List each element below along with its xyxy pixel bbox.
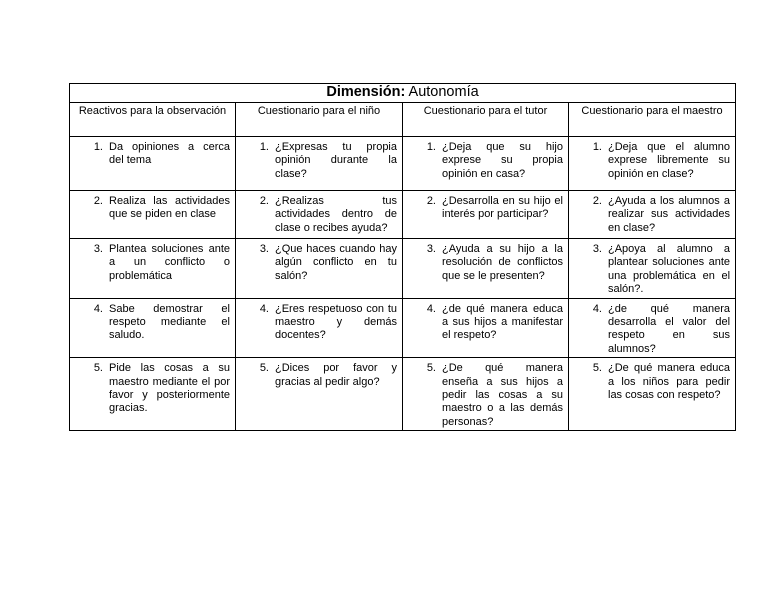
item-number: 1. [592,141,602,153]
table-row [70,239,736,299]
item-number: 4. [93,302,103,315]
item-number: 1. [259,141,269,153]
list-item [575,362,730,402]
item-number: 4. [426,302,436,315]
list-item [575,303,730,357]
dimension-table [69,83,736,431]
item-text: ¿Ayuda a su hijo a la resolución de conflictos que se le presenten? [442,243,563,282]
item-text: ¿De qué manera educa a los niños para pedir las cosas con respeto? [608,362,731,402]
list-item [242,243,397,283]
list-item [575,195,730,235]
list-item [409,243,563,283]
list-item [409,195,563,222]
list-item [242,303,397,343]
table-cell [569,358,736,431]
title-row [70,84,736,103]
item-number: 5. [426,362,436,375]
item-text: Pide las cosas a su maestro mediante el por favor y posteriormente gracias. [109,362,230,415]
item-number: 3. [93,243,103,255]
list-item [409,141,563,181]
table-cell [70,137,236,191]
list-item [575,243,730,297]
item-text: ¿de qué manera educa a sus hijos a manifestar el respeto? [442,302,563,342]
table-cell [70,358,236,431]
column-header: Cuestionario para el tutor [403,103,569,137]
column-header: Cuestionario para el maestro [569,103,736,137]
table-cell [70,191,236,239]
item-number: 2. [93,195,103,207]
table-cell [403,358,569,431]
item-text: ¿Desarrolla en su hijo el interés por participar? [442,195,563,221]
list-item [242,362,397,389]
item-text: Sabe demostrar el respeto mediante el saludo. [109,302,230,342]
item-text: ¿Deja que su hijo exprese su propia opinión en casa? [442,141,563,180]
item-text: Realiza las actividades que se piden en clase [109,195,230,221]
list-item [76,195,230,222]
list-item [76,362,230,416]
table-cell [569,191,736,239]
list-item [575,141,730,181]
item-text: ¿Eres respetuoso con tu maestro y demás docentes? [275,302,397,342]
list-item [409,303,563,343]
item-text: ¿De qué manera enseña a sus hijos a pedir las cosas a su maestro o a las demás personas? [442,362,563,428]
item-text: ¿Expresas tu propia opinión durante la clase? [275,141,397,180]
table-cell [236,298,403,358]
table-cell [236,239,403,299]
item-text: ¿Que haces cuando hay algún conflicto en tu salón? [275,243,397,282]
item-number: 3. [592,243,602,255]
list-item [242,141,397,181]
item-number: 2. [426,195,436,207]
title-value: Autonomía [408,84,479,100]
item-number: 3. [426,243,436,255]
item-number: 5. [592,362,602,375]
item-text: ¿Deja que el alumno exprese libremente su opinión en clase? [608,141,731,180]
list-item [76,243,230,283]
list-item [242,195,397,235]
item-number: 4. [592,302,602,315]
column-header: Cuestionario para el niño [236,103,403,137]
item-text: ¿Realizas tus actividades dentro de clase o recibes ayuda? [275,195,397,234]
title-label: Dimensión: [326,84,406,100]
table-row [70,191,736,239]
item-text: ¿Apoya al alumno a plantear soluciones ante una problemática en el salón?. [608,243,731,296]
table-cell [403,298,569,358]
item-number: 2. [259,195,269,207]
table-cell [236,358,403,431]
item-text: Da opiniones a cerca del tema [109,141,230,167]
table-cell [569,239,736,299]
item-text: ¿Ayuda a los alumnos a realizar sus actividades en clase? [608,195,731,234]
item-number: 5. [93,362,103,375]
table-cell [236,191,403,239]
table-cell [403,191,569,239]
item-text: ¿Dices por favor y gracias al pedir algo? [275,362,397,388]
table-cell [569,298,736,358]
item-number: 2. [592,195,602,207]
list-item [76,141,230,168]
table-cell [236,137,403,191]
table-cell [403,239,569,299]
item-text: ¿de qué manera desarrolla el valor del respeto en sus alumnos? [608,302,731,355]
column-header: Reactivos para la observación [70,103,236,137]
list-item [76,303,230,343]
item-number: 1. [426,141,436,153]
item-text: Plantea soluciones ante a un conflicto o problemática [109,243,230,282]
table-cell [403,137,569,191]
item-number: 3. [259,243,269,255]
table-row [70,137,736,191]
item-number: 4. [259,302,269,315]
table-row [70,358,736,431]
table-title [70,84,736,103]
list-item [409,362,563,429]
table-row [70,298,736,358]
table-cell [569,137,736,191]
table-cell [70,298,236,358]
table-cell [70,239,236,299]
header-row [70,103,736,137]
item-number: 1. [93,141,103,153]
item-number: 5. [259,362,269,375]
